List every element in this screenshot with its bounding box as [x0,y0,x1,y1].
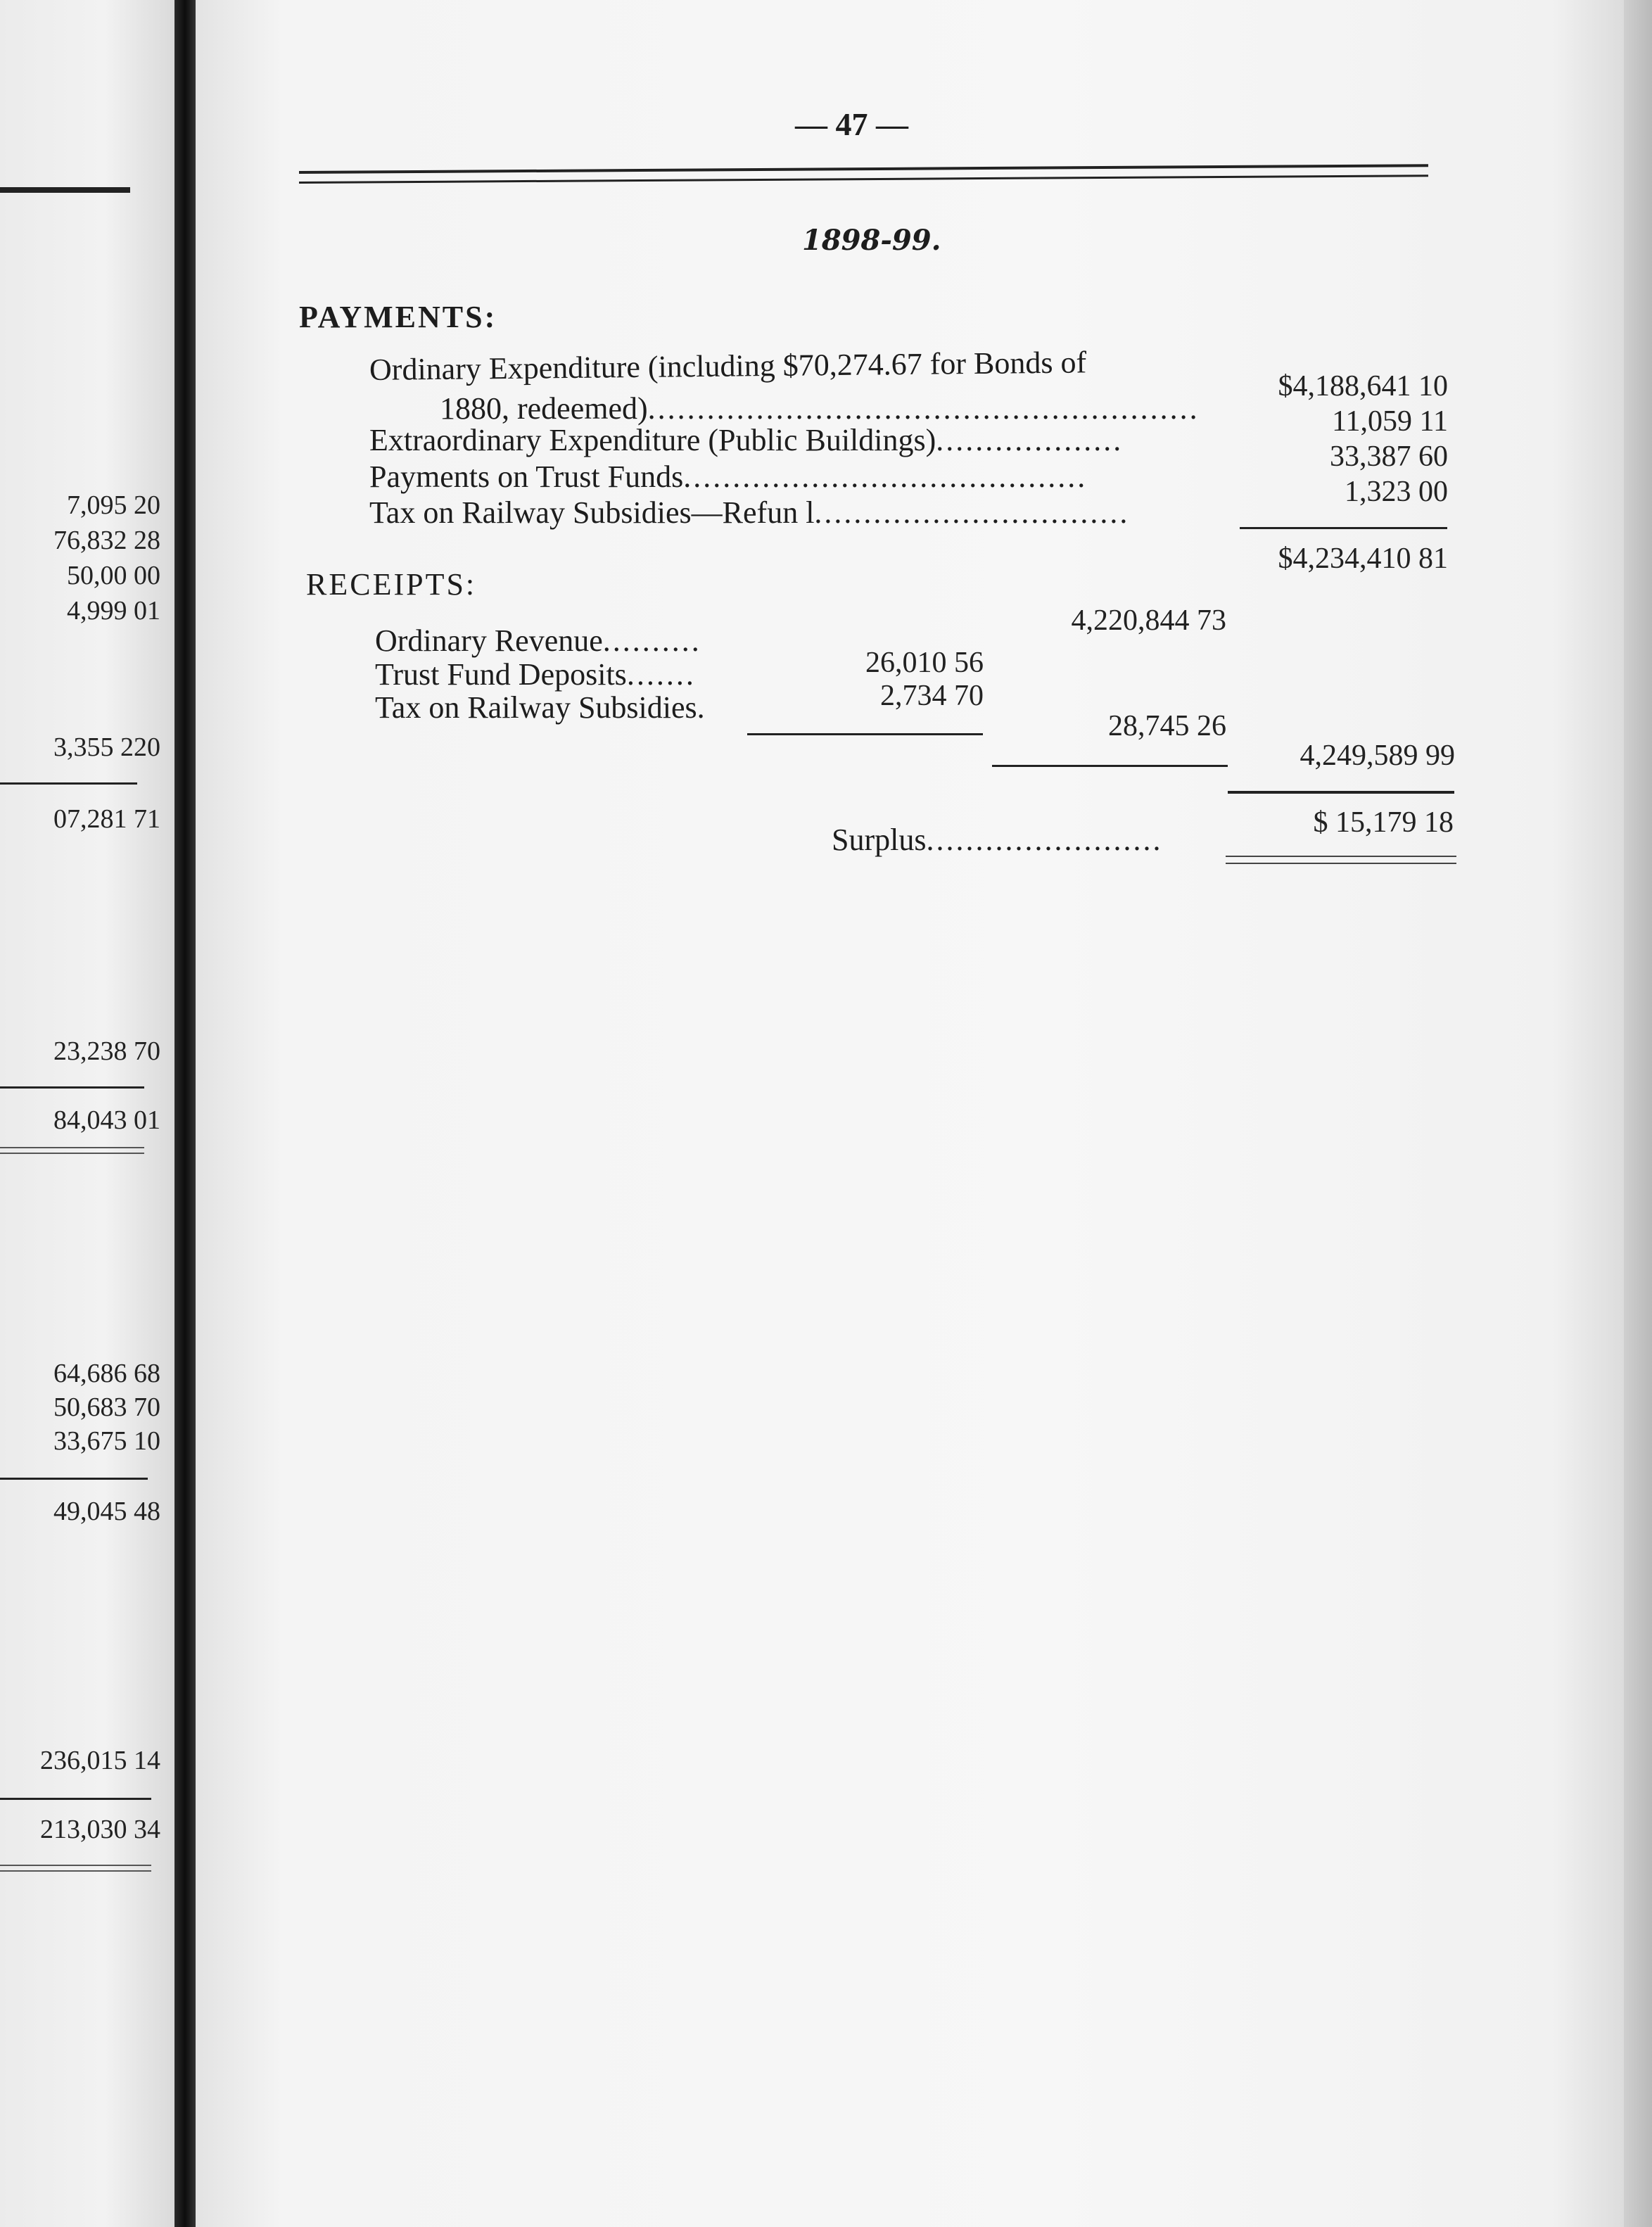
left-number: 4,999 01 [67,596,160,626]
left-number: 50,683 70 [53,1392,160,1422]
left-number: 07,281 71 [53,804,160,834]
left-double-rule [0,1865,151,1866]
receipt-label: Trust Fund Deposits....... [375,657,696,692]
receipt-amount: 26,010 56 [865,647,984,679]
payment-label: Tax on Railway Subsidies—Refun l................................ [369,495,1130,530]
surplus-double-rule [1226,863,1456,864]
left-double-rule [0,1153,144,1154]
receipts-total: 4,249,589 99 [1300,740,1455,772]
left-number: 49,045 48 [53,1497,160,1526]
left-double-rule [0,187,130,193]
payments-total: $4,234,410 81 [1278,543,1448,575]
year-title: 1898-99. [802,224,941,257]
left-number: 50,00 00 [67,561,160,590]
payment-amount: 11,059 11 [1332,405,1448,438]
receipts-total-rule [992,765,1228,767]
payments-heading: PAYMENTS: [299,300,497,334]
surplus-rule [1228,791,1454,794]
book-gutter [174,0,196,2227]
left-page-fragment [0,0,174,2227]
page-edge [1624,0,1652,2227]
page-number: — 47 — [795,106,908,142]
payment-label: 1880, redeemed)........................................................ [440,391,1200,426]
left-number: 23,238 70 [53,1036,160,1066]
left-number: 3,355 220 [53,732,160,762]
left-rule [0,782,137,785]
payment-amount: 1,323 00 [1345,476,1448,508]
receipt-label: Ordinary Revenue.......... [375,623,701,658]
surplus-label: Surplus........................ [832,823,1163,857]
receipts-heading: RECEIPTS: [306,567,477,602]
payment-label: Payments on Trust Funds......................................... [369,459,1088,494]
surplus-amount: $ 15,179 18 [1313,806,1454,839]
payment-amount: 33,387 60 [1330,440,1448,473]
left-number: 236,015 14 [40,1746,160,1775]
payment-amount: $4,188,641 10 [1278,370,1448,402]
left-number: 84,043 01 [53,1105,160,1135]
surplus-double-rule [1226,856,1456,857]
payment-label: Extraordinary Expenditure (Public Buildings)................... [369,423,1124,457]
left-number: 33,675 10 [53,1426,160,1456]
left-rule [0,1478,148,1480]
receipts-subtotal: 28,745 26 [1108,710,1226,742]
left-number: 7,095 20 [67,490,160,520]
left-rule [0,1086,144,1089]
left-double-rule [0,1870,151,1872]
receipt-amount: 2,734 70 [880,680,984,712]
payments-total-rule [1240,527,1447,529]
left-double-rule [0,1147,144,1148]
receipts-subtotal-rule [747,733,983,735]
left-number: 76,832 28 [53,526,160,555]
payment-label: Ordinary Expenditure (including $70,274.67 for Bonds of [369,345,1087,387]
left-number: 213,030 34 [40,1815,160,1844]
receipt-amount: 4,220,844 73 [1071,604,1226,637]
left-number: 64,686 68 [53,1359,160,1388]
left-rule [0,1798,151,1800]
receipt-label: Tax on Railway Subsidies. [375,690,705,725]
